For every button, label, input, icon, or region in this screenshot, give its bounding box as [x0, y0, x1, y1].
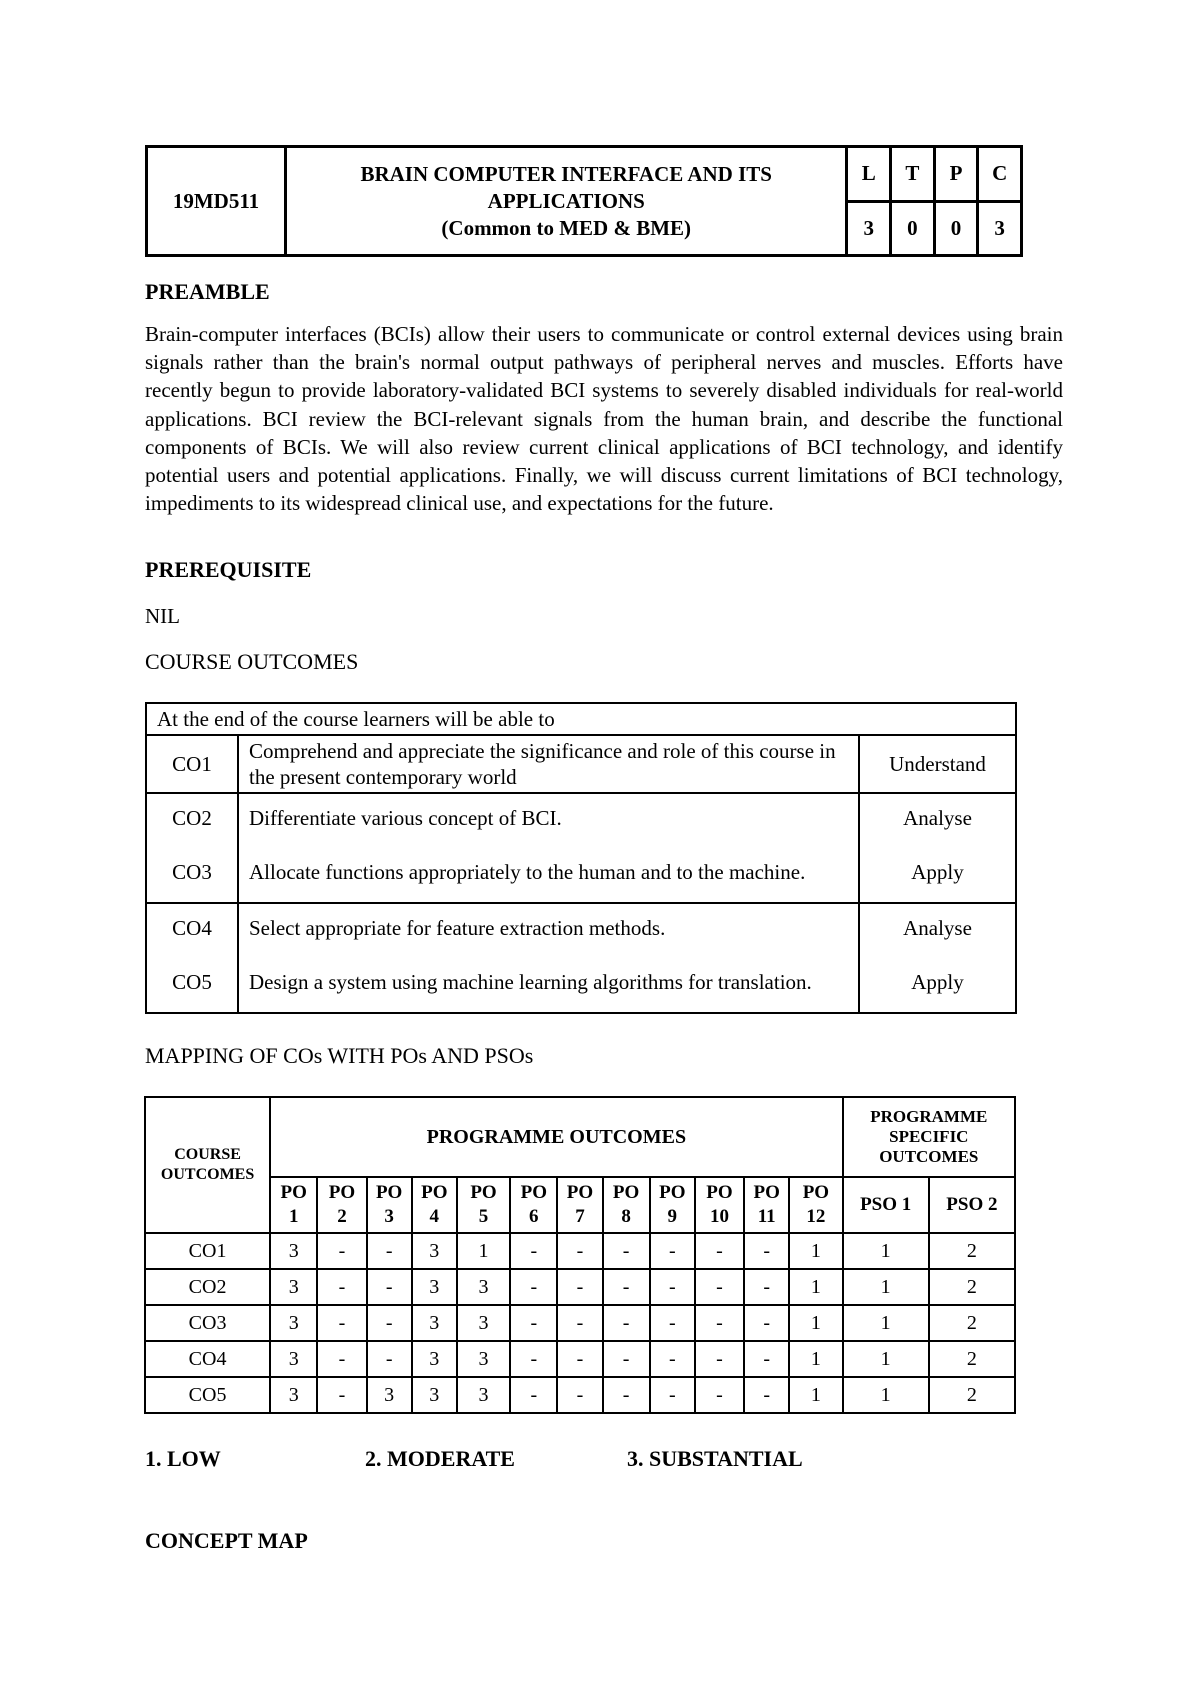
co-text: Design a system using machine learning algorithms for translation. [238, 951, 859, 1013]
po-column-header [650, 1177, 695, 1233]
mapping-cell: - [557, 1305, 602, 1341]
mapping-cell: - [367, 1341, 412, 1377]
co-text: Allocate functions appropriately to the human and to the machine. [238, 841, 859, 903]
mapping-heading: MAPPING OF COs WITH POs AND PSOs [145, 1043, 534, 1068]
po-header-number: 12 [806, 1206, 826, 1227]
po-header-number: 11 [757, 1206, 776, 1227]
mapping-cell: 3 [412, 1305, 457, 1341]
mapping-cell: 1 [789, 1377, 842, 1413]
mapping-cell: - [557, 1269, 602, 1305]
po-column-header [270, 1177, 317, 1233]
po-header-number: 5 [478, 1206, 489, 1227]
po-header-row [145, 1177, 1015, 1233]
mapping-cell: 3 [457, 1377, 510, 1413]
po-header-top: PO [612, 1182, 640, 1203]
mapping-cell: 1 [843, 1341, 929, 1377]
ltpc-value-c: 3 [978, 201, 1022, 256]
mapping-cell: - [367, 1305, 412, 1341]
co-id: CO4 [146, 903, 238, 951]
mapping-cell: 3 [270, 1305, 317, 1341]
co-level: Apply [859, 951, 1016, 1013]
mapping-cell: - [603, 1305, 650, 1341]
ltpc-label-p: P [934, 147, 978, 202]
co-id: CO3 [146, 841, 238, 903]
po-column-header [695, 1177, 744, 1233]
mapping-cell: 3 [367, 1377, 412, 1413]
po-header-top: PO [375, 1182, 403, 1203]
legend-moderate: 2. MODERATE [365, 1446, 515, 1471]
pso-column-header: PSO 1 [843, 1177, 929, 1233]
co-text: Differentiate various concept of BCI. [238, 793, 859, 841]
mapping-row [145, 1305, 1015, 1341]
mapping-co-id: CO2 [145, 1269, 270, 1305]
ltpc-label-t: T [891, 147, 935, 202]
po-column-header [510, 1177, 557, 1233]
mapping-cell: - [557, 1341, 602, 1377]
po-header-number: 4 [429, 1206, 440, 1227]
mapping-cell: 3 [457, 1269, 510, 1305]
mapping-co-id: CO3 [145, 1305, 270, 1341]
co-row [146, 793, 1016, 841]
mapping-cell: - [603, 1233, 650, 1269]
po-column-header [317, 1177, 366, 1233]
co-text: Select appropriate for feature extraction methods. [238, 903, 859, 951]
po-header-number: 9 [667, 1206, 678, 1227]
po-column-header [457, 1177, 510, 1233]
po-header-number: 1 [289, 1206, 299, 1227]
po-header-top: PO [520, 1182, 547, 1203]
course-code: 19MD511 [147, 147, 286, 256]
po-header-top: PO [470, 1182, 497, 1203]
pso-header-line3: OUTCOMES [879, 1147, 979, 1166]
po-header-top: PO [421, 1182, 448, 1203]
mapping-cell: - [744, 1341, 789, 1377]
preamble-heading: PREAMBLE [145, 279, 270, 304]
preamble-text: Brain-computer interfaces (BCIs) allow their users to communicate or control external devices using brain signals rather than the brain's normal output pathways of peripheral nerves and muscles. Efforts have recently begun to provide laboratory-validated BCI systems to severely disabled individuals for real-world applications. BCI review the BCI-relevant signals from the human brain, and describe the functional components of BCIs. We will also review current clinical applications of BCI technology, and identify potential users and potential applications. Finally, we will discuss current limitations of BCI technology, impediments to its widespread clinical use, and expectations for the future. [145, 322, 1063, 516]
mapping-cell: - [650, 1341, 695, 1377]
mapping-cell: 3 [270, 1377, 317, 1413]
concept-map-heading: CONCEPT MAP [145, 1528, 308, 1553]
co-po-mapping-table [144, 1096, 1016, 1414]
mapping-cell: 1 [789, 1305, 842, 1341]
course-title-line1: BRAIN COMPUTER INTERFACE AND ITS [360, 161, 772, 186]
legend-substantial: 3. SUBSTANTIAL [627, 1446, 803, 1471]
co-row [146, 951, 1016, 1013]
mapping-row [145, 1269, 1015, 1305]
mapping-cell: - [744, 1305, 789, 1341]
po-header-number: 3 [384, 1206, 394, 1227]
po-column-header [367, 1177, 412, 1233]
mapping-body [145, 1233, 1015, 1413]
po-header-top: PO [659, 1182, 686, 1203]
mapping-cell: 2 [929, 1233, 1015, 1269]
po-column-header [603, 1177, 650, 1233]
mapping-cell: - [557, 1377, 602, 1413]
co-level: Apply [859, 841, 1016, 903]
mapping-cell: 1 [843, 1305, 929, 1341]
co-table-intro: At the end of the course learners will be able to [146, 703, 1016, 735]
mapping-cell: 1 [457, 1233, 510, 1269]
mapping-cell: - [650, 1233, 695, 1269]
course-title-line2: APPLICATIONS [487, 188, 645, 213]
mapping-cell: 3 [270, 1233, 317, 1269]
mapping-cell: - [650, 1305, 695, 1341]
po-header-number: 2 [337, 1206, 347, 1227]
programme-outcomes-header: PROGRAMME OUTCOMES [270, 1097, 842, 1177]
po-header-top: PO [802, 1182, 830, 1203]
mapping-cell: 1 [789, 1233, 842, 1269]
mapping-cell: - [317, 1341, 366, 1377]
mapping-cell: 2 [929, 1341, 1015, 1377]
po-header-top: PO [328, 1182, 356, 1203]
mapping-row [145, 1377, 1015, 1413]
course-title [286, 147, 847, 256]
mapping-cell: 3 [412, 1341, 457, 1377]
mapping-cell: - [603, 1377, 650, 1413]
mapping-cell: - [603, 1269, 650, 1305]
po-column-header [744, 1177, 789, 1233]
mapping-cell: 1 [789, 1269, 842, 1305]
pso-column-header: PSO 2 [929, 1177, 1015, 1233]
po-header-top: PO [280, 1182, 307, 1203]
prerequisite-text: NIL [145, 604, 180, 628]
ltpc-value-t: 0 [891, 201, 935, 256]
po-header-number: 8 [621, 1206, 631, 1227]
mapping-row [145, 1341, 1015, 1377]
course-outcomes-column-header: COURSE OUTCOMES [145, 1097, 270, 1233]
mapping-cell: - [510, 1233, 557, 1269]
co-text: Comprehend and appreciate the significance and role of this course in the present contemporary world [238, 735, 859, 793]
co-id: CO1 [146, 735, 238, 793]
ltpc-value-p: 0 [934, 201, 978, 256]
mapping-cell: 3 [270, 1341, 317, 1377]
mapping-co-id: CO5 [145, 1377, 270, 1413]
mapping-cell: 3 [412, 1269, 457, 1305]
course-title-line3: (Common to MED & BME) [441, 215, 692, 240]
course-outcomes-table [145, 702, 1017, 1014]
mapping-cell: 1 [789, 1341, 842, 1377]
mapping-cell: 2 [929, 1305, 1015, 1341]
mapping-cell: - [650, 1269, 695, 1305]
co-row [146, 903, 1016, 951]
po-header-top: PO [566, 1182, 594, 1203]
co-row [146, 735, 1016, 793]
co-id: CO5 [146, 951, 238, 1013]
mapping-cell: - [744, 1269, 789, 1305]
mapping-cell: 2 [929, 1269, 1015, 1305]
mapping-cell: 3 [457, 1305, 510, 1341]
mapping-cell: 3 [412, 1233, 457, 1269]
po-column-header [557, 1177, 602, 1233]
mapping-cell: - [695, 1305, 744, 1341]
po-header-number: 7 [575, 1206, 585, 1227]
mapping-cell: 3 [270, 1269, 317, 1305]
ltpc-value-l: 3 [847, 201, 891, 256]
mapping-cell: - [317, 1305, 366, 1341]
co-level: Analyse [859, 793, 1016, 841]
mapping-cell: - [557, 1233, 602, 1269]
ltpc-label-l: L [847, 147, 891, 202]
mapping-cell: - [367, 1233, 412, 1269]
po-header-number: 6 [529, 1206, 539, 1227]
co-id: CO2 [146, 793, 238, 841]
course-outcomes-heading: COURSE OUTCOMES [145, 649, 359, 674]
mapping-cell: - [510, 1305, 557, 1341]
po-header-top: PO [753, 1182, 780, 1203]
pso-header-line2: SPECIFIC [889, 1127, 969, 1146]
mapping-co-id: CO4 [145, 1341, 270, 1377]
mapping-cell: - [603, 1341, 650, 1377]
mapping-cell: - [510, 1341, 557, 1377]
pso-header-line1: PROGRAMME [870, 1107, 988, 1126]
mapping-co-id: CO1 [145, 1233, 270, 1269]
po-header-number: 10 [709, 1206, 729, 1227]
po-header-top: PO [706, 1182, 733, 1203]
mapping-cell: - [317, 1233, 366, 1269]
mapping-cell: - [650, 1377, 695, 1413]
programme-specific-outcomes-header [843, 1097, 1015, 1177]
mapping-cell: - [744, 1377, 789, 1413]
co-level: Analyse [859, 903, 1016, 951]
mapping-cell: - [510, 1377, 557, 1413]
mapping-cell: - [695, 1341, 744, 1377]
po-column-header [789, 1177, 842, 1233]
mapping-cell: - [510, 1269, 557, 1305]
mapping-cell: 2 [929, 1377, 1015, 1413]
mapping-cell: 3 [412, 1377, 457, 1413]
mapping-cell: - [695, 1377, 744, 1413]
course-header-table [145, 145, 1023, 257]
mapping-cell: 1 [843, 1377, 929, 1413]
legend-low: 1. LOW [145, 1446, 221, 1471]
po-column-header [412, 1177, 457, 1233]
mapping-row [145, 1233, 1015, 1269]
co-level: Understand [859, 735, 1016, 793]
ltpc-label-c: C [978, 147, 1022, 202]
mapping-cell: 1 [843, 1233, 929, 1269]
mapping-cell: 3 [457, 1341, 510, 1377]
mapping-cell: - [367, 1269, 412, 1305]
mapping-cell: - [317, 1377, 366, 1413]
mapping-cell: - [695, 1233, 744, 1269]
mapping-cell: - [317, 1269, 366, 1305]
prerequisite-heading: PREREQUISITE [145, 557, 312, 582]
co-row [146, 841, 1016, 903]
mapping-cell: - [744, 1233, 789, 1269]
mapping-cell: 1 [843, 1269, 929, 1305]
mapping-cell: - [695, 1269, 744, 1305]
